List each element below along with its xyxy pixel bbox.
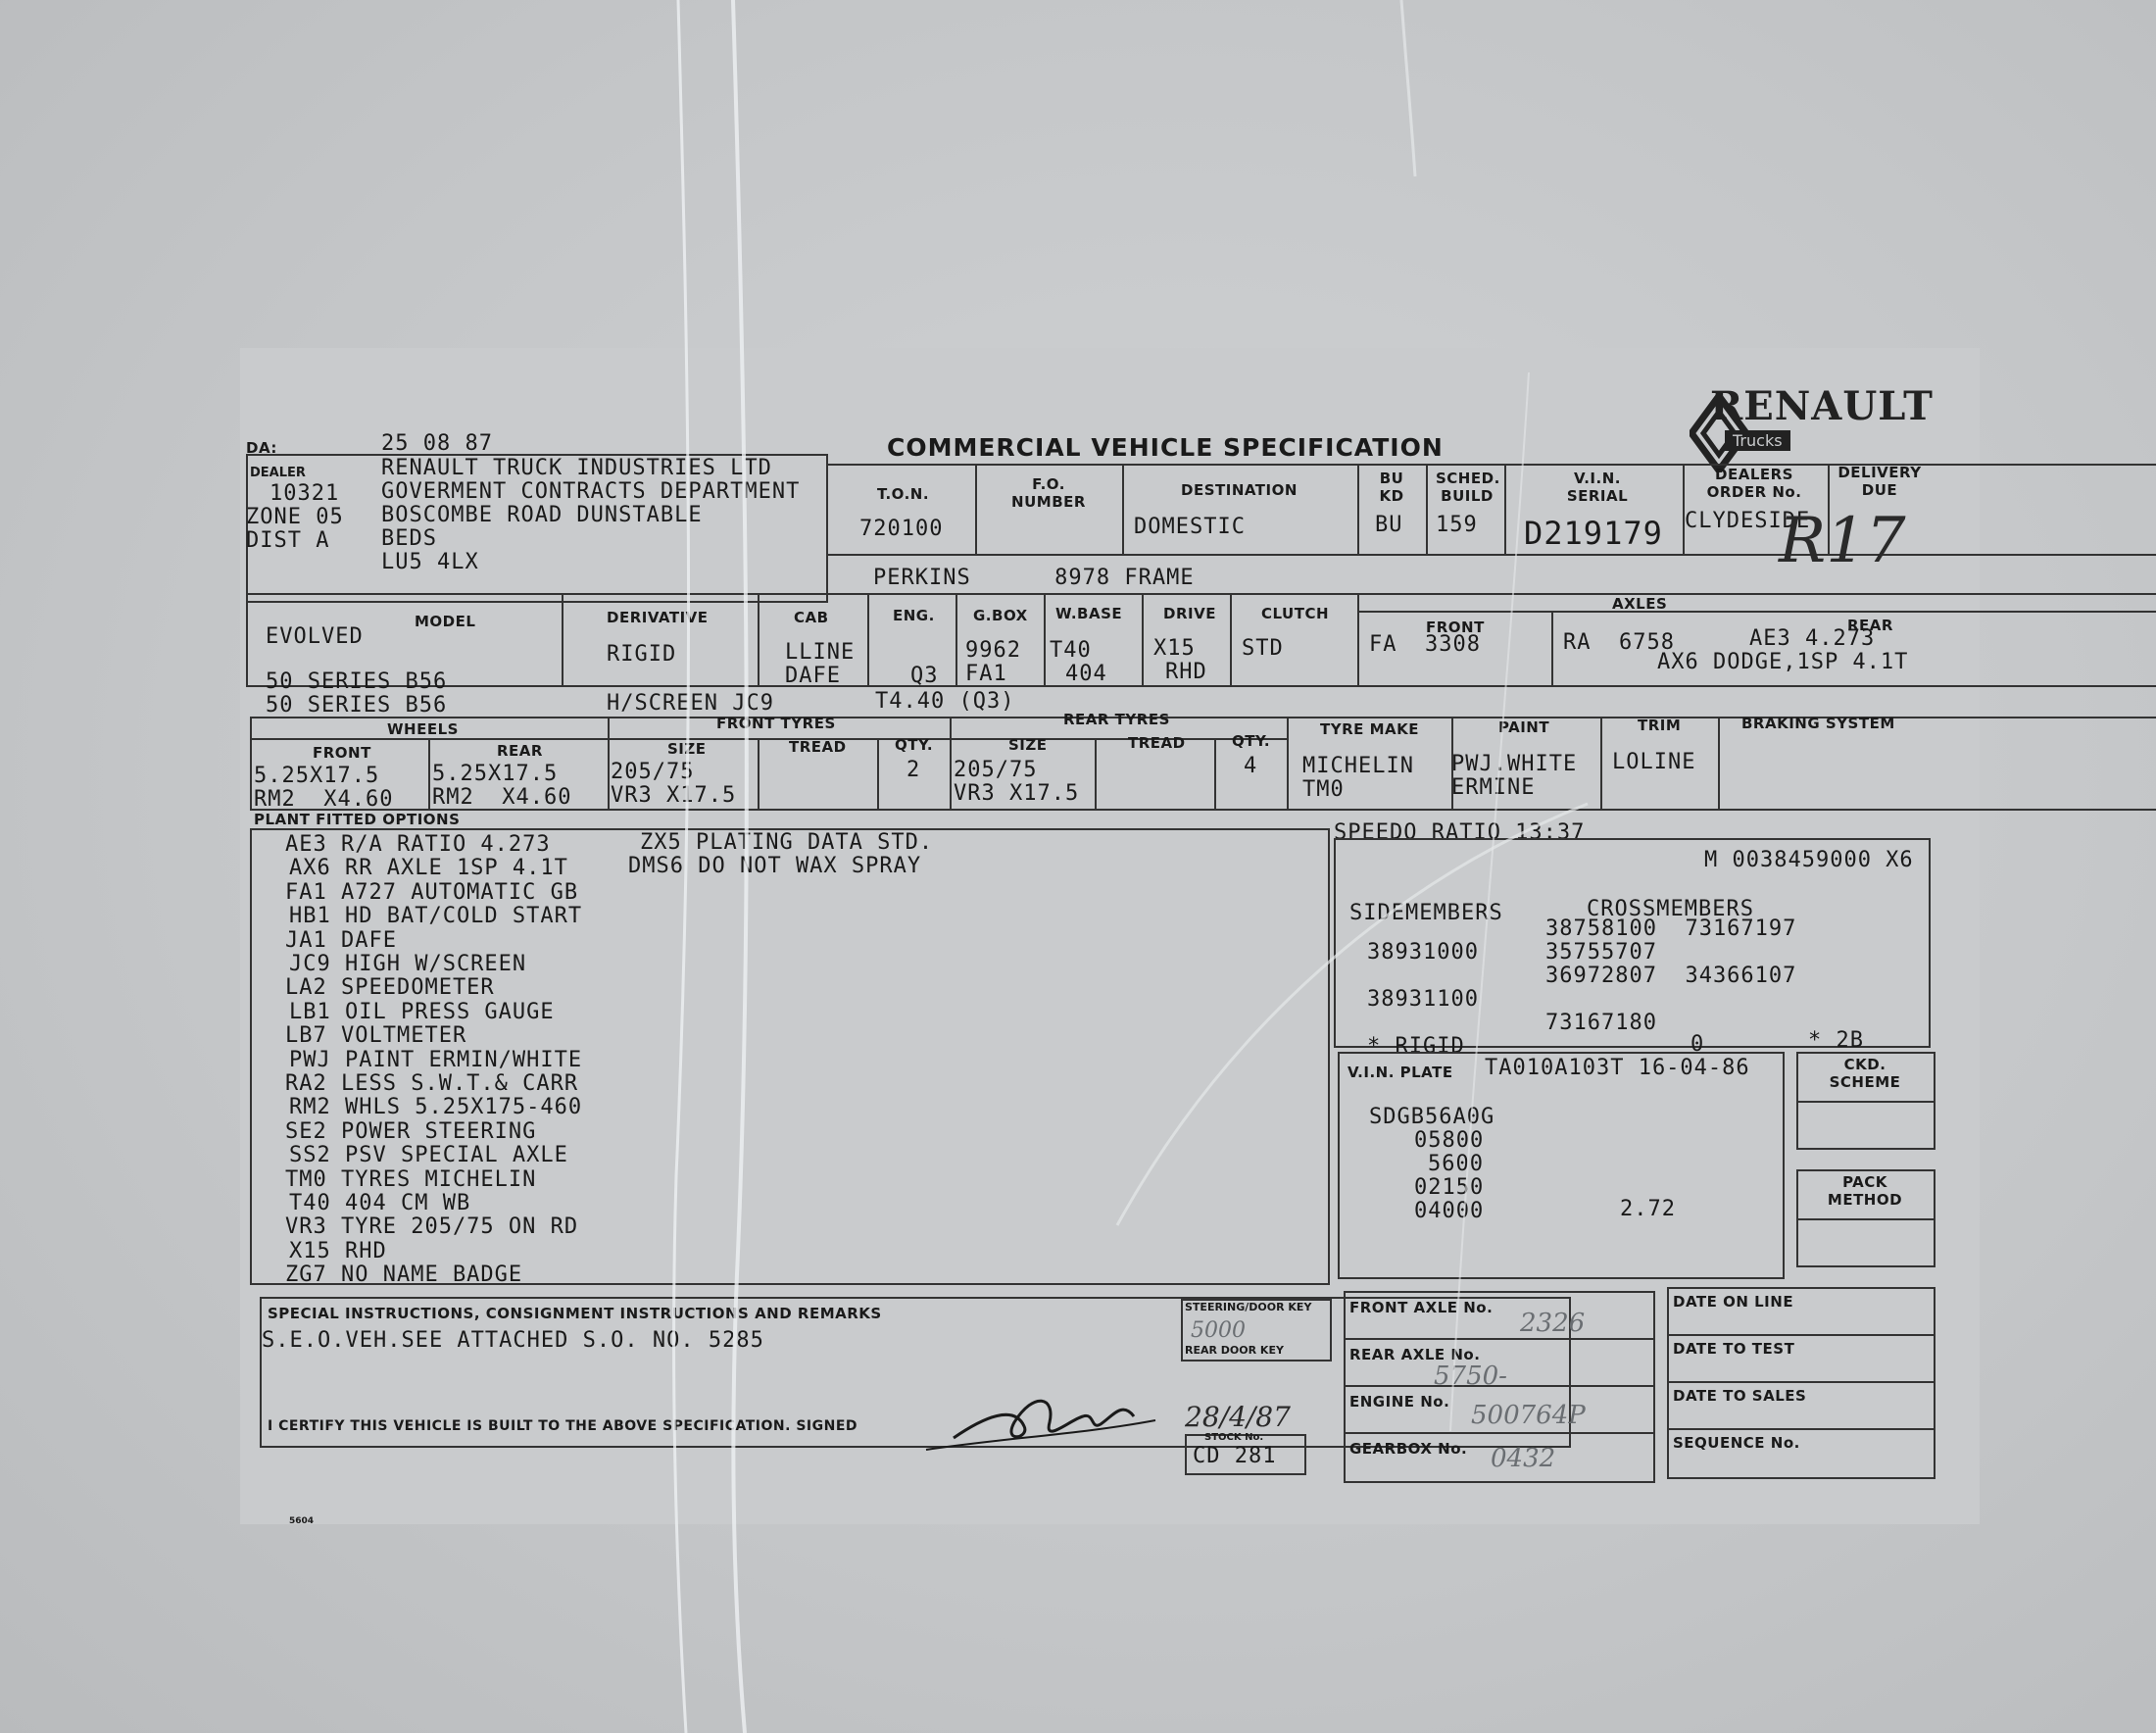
crossmember-value: 73167180 bbox=[1545, 1011, 1657, 1035]
steering-key-label: STEERING/DOOR KEY bbox=[1185, 1301, 1312, 1313]
paint-value: PWJ.WHITE bbox=[1451, 752, 1578, 776]
drive-value: X15 bbox=[1153, 636, 1196, 661]
bukd-value: BU bbox=[1375, 513, 1403, 537]
logo-sub: Trucks bbox=[1725, 430, 1790, 451]
crossmember-value: 36972807 34366107 bbox=[1545, 964, 1797, 988]
rear-tread-header: TREAD bbox=[1128, 734, 1186, 752]
option-item: JA1 DAFE bbox=[285, 927, 397, 953]
axles-header: AXLES bbox=[1612, 595, 1668, 613]
option-item: T40 404 CM WB bbox=[289, 1191, 471, 1215]
wbase-header: W.BASE bbox=[1055, 605, 1123, 622]
date-value: 25 08 87 bbox=[381, 431, 493, 456]
ton-header: T.O.N. bbox=[877, 485, 930, 503]
crossmembers-label: CROSSMEMBERS bbox=[1587, 897, 1754, 921]
tyre-make-header: TYRE MAKE bbox=[1320, 720, 1420, 738]
vin-plate-line: 05800 bbox=[1414, 1128, 1485, 1153]
vin-value: D219179 bbox=[1524, 515, 1663, 552]
engine-no-value: 500764P bbox=[1471, 1401, 1586, 1430]
cab-header: CAB bbox=[794, 609, 829, 626]
options-label: PLANT FITTED OPTIONS bbox=[254, 811, 461, 828]
hscreen-value: H/SCREEN JC9 bbox=[607, 691, 774, 716]
zero-value: 0 bbox=[1690, 1032, 1705, 1057]
dealer-line: LU5 4LX bbox=[381, 550, 479, 574]
gbox-header: G.BOX bbox=[973, 607, 1028, 624]
date-on-line-label: DATE ON LINE bbox=[1673, 1293, 1794, 1311]
front-size-header: SIZE bbox=[667, 740, 707, 758]
crossmember-value: 38758100 73167197 bbox=[1545, 916, 1797, 941]
gearbox-no-label: GEARBOX No. bbox=[1349, 1440, 1468, 1458]
form-title: COMMERCIAL VEHICLE SPECIFICATION bbox=[887, 433, 1444, 462]
cab-value: DAFE bbox=[785, 664, 841, 688]
vin-plate-ratio: 2.72 bbox=[1620, 1197, 1676, 1221]
front-tyre-size: VR3 X17.5 bbox=[611, 783, 737, 808]
option-item: AE3 R/A RATIO 4.273 bbox=[285, 832, 551, 857]
clutch-header: CLUTCH bbox=[1261, 605, 1330, 622]
sched-header: SCHED. BUILD bbox=[1436, 470, 1500, 505]
vin-plate-line: 02150 bbox=[1414, 1175, 1485, 1200]
model-header: MODEL bbox=[415, 613, 476, 630]
option-right: DMS6 DO NOT WAX SPRAY bbox=[628, 854, 922, 878]
option-item: TM0 TYRES MICHELIN bbox=[285, 1166, 537, 1192]
engine-no-label: ENGINE No. bbox=[1349, 1393, 1450, 1411]
bukd-header: BU KD bbox=[1379, 470, 1404, 505]
derivative-header: DERIVATIVE bbox=[607, 609, 709, 626]
handwritten-order: R17 bbox=[1779, 505, 1906, 577]
ckd-scheme-label: CKD. SCHEME bbox=[1829, 1056, 1901, 1091]
front-qty-header: QTY. bbox=[895, 736, 934, 754]
dealer-zone: ZONE 05 bbox=[246, 505, 344, 529]
date-to-sales-label: DATE TO SALES bbox=[1673, 1387, 1807, 1405]
front-axle-no-value: 2326 bbox=[1520, 1309, 1586, 1338]
model-series: 50 SERIES B56 bbox=[266, 693, 448, 718]
sidemembers-label: SIDEMEMBERS bbox=[1349, 901, 1503, 925]
option-item: LB7 VOLTMETER bbox=[285, 1023, 467, 1049]
option-item: X15 RHD bbox=[289, 1238, 387, 1263]
axle-rear-header: REAR bbox=[1847, 617, 1893, 634]
tyre-make-value: TM0 bbox=[1302, 777, 1345, 802]
certify-statement: I CERTIFY THIS VEHICLE IS BUILT TO THE ABOVE SPECIFICATION. SIGNED bbox=[268, 1418, 858, 1434]
vin-plate-label: V.I.N. PLATE bbox=[1348, 1064, 1453, 1081]
vin-plate-line: 04000 bbox=[1414, 1199, 1485, 1223]
vin-plate-line: SDGB56A0G bbox=[1369, 1105, 1495, 1129]
rigid-value: * RIGID bbox=[1367, 1034, 1465, 1059]
engine-model-line: T4.40 (Q3) bbox=[875, 689, 1015, 714]
eng-header: ENG. bbox=[893, 607, 935, 624]
paint-value: ERMINE bbox=[1451, 775, 1536, 800]
dealers-order-value: CLYDESIDE bbox=[1685, 509, 1811, 533]
option-item: HB1 HD BAT/COLD START bbox=[289, 904, 583, 929]
rear-axle-no-label: REAR AXLE No. bbox=[1349, 1346, 1481, 1363]
dealer-label: DEALER bbox=[250, 466, 306, 480]
rear-tyre-size: VR3 X17.5 bbox=[954, 781, 1080, 806]
rear-axle-type: AX6 DODGE,1SP 4.1T bbox=[1657, 650, 1909, 674]
front-tread-header: TREAD bbox=[789, 738, 847, 756]
option-item: ZG7 NO NAME BADGE bbox=[285, 1263, 523, 1288]
drive-value: RHD bbox=[1165, 660, 1207, 684]
rear-axle-value: RA 6758 bbox=[1563, 630, 1675, 655]
handwritten-date: 28/4/87 bbox=[1185, 1401, 1291, 1433]
wbase-value: T40 bbox=[1050, 638, 1092, 663]
option-item: RM2 WHLS 5.25X175-460 bbox=[289, 1095, 583, 1120]
special-instructions-text: S.E.O.VEH.SEE ATTACHED S.O. NO. 5285 bbox=[262, 1328, 764, 1353]
option-item: SE2 POWER STEERING bbox=[285, 1118, 537, 1144]
rear-size-header: SIZE bbox=[1008, 736, 1048, 754]
rear-tyre-qty: 4 bbox=[1244, 754, 1258, 778]
rear-qty-header: QTY. bbox=[1232, 732, 1271, 750]
derivative-value: RIGID bbox=[607, 642, 677, 667]
option-item: RA2 LESS S.W.T.& CARR bbox=[285, 1071, 579, 1096]
option-item: LB1 OIL PRESS GAUGE bbox=[289, 999, 555, 1024]
trim-header: TRIM bbox=[1638, 717, 1682, 734]
front-tyres-header: FRONT TYRES bbox=[716, 715, 836, 732]
dealers-order-header: DEALERS ORDER No. bbox=[1706, 466, 1802, 501]
front-wheel-value: 5.25X17.5 bbox=[254, 764, 380, 788]
front-wheel-value: RM2 X4.60 bbox=[254, 787, 394, 812]
rear-axle-ratio: AE3 4.273 bbox=[1749, 626, 1876, 651]
option-item: LA2 SPEEDOMETER bbox=[285, 975, 495, 1001]
gearbox-no-value: 0432 bbox=[1491, 1444, 1556, 1473]
sequence-no-label: SEQUENCE No. bbox=[1673, 1434, 1800, 1452]
form-number: 5604 bbox=[289, 1516, 315, 1526]
gbox-value: FA1 bbox=[965, 662, 1007, 686]
rear-wheel-value: 5.25X17.5 bbox=[432, 762, 559, 786]
crossmember-value: 35755707 bbox=[1545, 940, 1657, 965]
front-tyre-size: 205/75 bbox=[611, 760, 695, 784]
front-tyre-qty: 2 bbox=[906, 758, 921, 782]
dealer-line: BEDS bbox=[381, 526, 437, 551]
destination-header: DESTINATION bbox=[1181, 481, 1298, 499]
option-item: FA1 A727 AUTOMATIC GB bbox=[285, 879, 579, 905]
dealer-line: BOSCOMBE ROAD DUNSTABLE bbox=[381, 503, 703, 527]
eng-value: Q3 bbox=[910, 664, 939, 688]
sched-value: 159 bbox=[1436, 513, 1478, 537]
option-item: AX6 RR AXLE 1SP 4.1T bbox=[289, 856, 568, 881]
delivery-header: DELIVERY DUE bbox=[1838, 464, 1922, 499]
trim-value: LOLINE bbox=[1612, 750, 1696, 774]
front-axle-no-label: FRONT AXLE No. bbox=[1349, 1299, 1494, 1316]
model-value: EVOLVED bbox=[266, 624, 364, 649]
model-series: 50 SERIES B56 bbox=[266, 669, 448, 694]
twob-value: * 2B bbox=[1808, 1028, 1864, 1053]
clutch-value: STD bbox=[1242, 636, 1284, 661]
sidemember-value: 38931100 bbox=[1367, 987, 1479, 1012]
speedo-ratio: SPEEDO RATIO 13:37 bbox=[1334, 820, 1586, 845]
dealer-code: 10321 bbox=[270, 481, 340, 506]
wbase-value: 404 bbox=[1065, 662, 1107, 686]
cab-value: LLINE bbox=[785, 640, 856, 665]
option-item: JC9 HIGH W/SCREEN bbox=[289, 952, 527, 976]
rear-tyre-size: 205/75 bbox=[954, 758, 1038, 782]
dealer-line: RENAULT TRUCK INDUSTRIES LTD bbox=[381, 456, 772, 480]
braking-header: BRAKING SYSTEM bbox=[1741, 715, 1895, 732]
specification-form bbox=[240, 348, 1980, 1524]
vin-plate-value: TA010A103T 16-04-86 bbox=[1485, 1056, 1750, 1080]
tyre-make-value: MICHELIN bbox=[1302, 754, 1414, 778]
engine-frame-line: PERKINS 8978 FRAME bbox=[873, 566, 1195, 590]
rear-tyres-header: REAR TYRES bbox=[1063, 711, 1170, 728]
option-item: SS2 PSV SPECIAL AXLE bbox=[289, 1143, 568, 1168]
gbox-value: 9962 bbox=[965, 638, 1021, 663]
option-item: VR3 TYRE 205/75 ON RD bbox=[285, 1214, 579, 1240]
paint-header: PAINT bbox=[1498, 718, 1550, 736]
option-right: ZX5 PLATING DATA STD. bbox=[640, 830, 934, 855]
date-label: DA: bbox=[246, 439, 277, 457]
m-number: M 0038459000 X6 bbox=[1704, 848, 1914, 872]
special-instructions-label: SPECIAL INSTRUCTIONS, CONSIGNMENT INSTRUCTIONS AND REMARKS bbox=[268, 1305, 882, 1322]
vin-plate-line: 5600 bbox=[1428, 1152, 1484, 1176]
wheels-header: WHEELS bbox=[387, 720, 459, 738]
ton-value: 720100 bbox=[859, 517, 944, 541]
destination-value: DOMESTIC bbox=[1134, 515, 1246, 539]
front-axle-value: FA 3308 bbox=[1369, 632, 1481, 657]
wheel-rear-header: REAR bbox=[497, 742, 543, 760]
steering-key-value: 5000 bbox=[1191, 1318, 1246, 1343]
axle-front-header: FRONT bbox=[1426, 619, 1485, 636]
drive-header: DRIVE bbox=[1163, 605, 1216, 622]
option-item: PWJ PAINT ERMIN/WHITE bbox=[289, 1047, 583, 1072]
dealer-line: GOVERMENT CONTRACTS DEPARTMENT bbox=[381, 479, 801, 504]
logo-word: RENAULT bbox=[1710, 383, 1934, 429]
rear-axle-no-value: 5750- bbox=[1434, 1362, 1507, 1391]
fo-header: F.O. NUMBER bbox=[1011, 475, 1086, 511]
stock-label: STOCK No. bbox=[1204, 1432, 1264, 1443]
sidemember-value: 38931000 bbox=[1367, 940, 1479, 965]
stock-value: CD 281 bbox=[1193, 1444, 1277, 1468]
vin-plate-box bbox=[1338, 1052, 1785, 1279]
date-to-test-label: DATE TO TEST bbox=[1673, 1340, 1795, 1358]
dealer-dist: DIST A bbox=[246, 528, 330, 553]
wheel-front-header: FRONT bbox=[313, 744, 371, 762]
vin-header: V.I.N. SERIAL bbox=[1566, 470, 1629, 505]
rear-wheel-value: RM2 X4.60 bbox=[432, 785, 572, 810]
rear-door-key-label: REAR DOOR KEY bbox=[1185, 1344, 1284, 1357]
pack-method-label: PACK METHOD bbox=[1827, 1173, 1903, 1209]
